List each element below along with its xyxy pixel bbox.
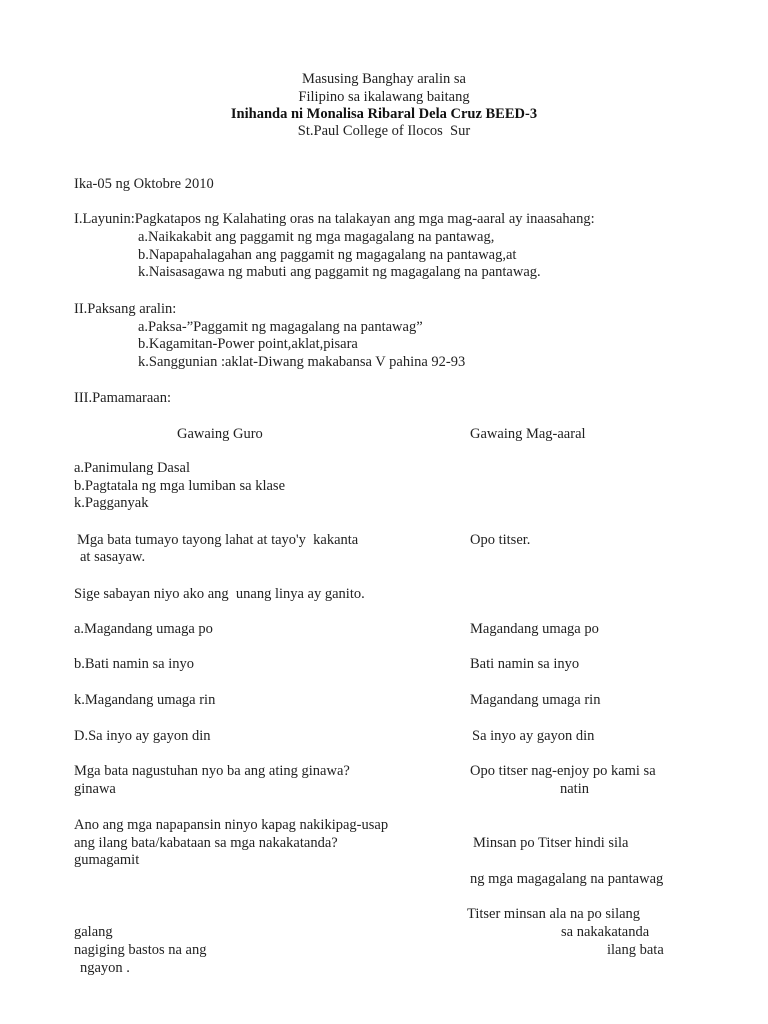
magaaral-line: Magandang umaga rin <box>470 692 601 708</box>
step: b.Pagtatala ng mga lumiban sa klase <box>74 478 286 494</box>
column-guro: Gawaing Guro <box>177 426 263 442</box>
magaaral-line: Opo titser nag-enjoy po kami sa <box>470 763 656 779</box>
layunin-heading: I.Layunin:Pagkatapos ng Kalahating oras na talakayan ang mga mag-aaral ay inaasahang: <box>74 211 595 227</box>
step: k.Pagganyak <box>74 495 149 511</box>
pamamaraan-heading: III.Pamamaraan: <box>74 390 172 406</box>
guro-line: k.Magandang umaga rin <box>74 692 216 708</box>
header-line-1: Masusing Banghay aralin sa <box>302 71 466 87</box>
magaaral-line: Bati namin sa inyo <box>470 656 580 672</box>
guro-line: nagiging bastos na ang <box>74 942 207 958</box>
date: Ika-05 ng Oktobre 2010 <box>74 176 214 192</box>
column-magaaral: Gawaing Mag-aaral <box>470 426 586 442</box>
guro-line: ang ilang bata/kabataan sa mga nakakatanda? <box>74 835 338 851</box>
guro-line: a.Magandang umaga po <box>74 621 213 637</box>
guro-line: at sasayaw. <box>80 549 146 565</box>
magaaral-line: sa nakakatanda <box>561 924 650 940</box>
guro-line: ngayon . <box>80 960 130 976</box>
guro-line: Mga bata nagustuhan nyo ba ang ating ginawa? <box>74 763 350 779</box>
header-line-2: Filipino sa ikalawang baitang <box>298 89 470 105</box>
guro-line: galang <box>74 924 113 940</box>
guro-line: Ano ang mga napapansin ninyo kapag nakikipag-usap <box>74 817 389 833</box>
guro-line: ginawa <box>74 781 116 797</box>
guro-line: b.Bati namin sa inyo <box>74 656 195 672</box>
magaaral-line: Minsan po Titser hindi sila <box>473 835 629 851</box>
guro-line: gumagamit <box>74 852 140 868</box>
magaaral-line: ilang bata <box>607 942 664 958</box>
guro-line: Mga bata tumayo tayong lahat at tayo'y kakanta <box>77 532 359 548</box>
magaaral-line: ng mga magagalang na pantawag <box>470 871 664 887</box>
paksa-item: k.Sanggunian :aklat-Diwang makabansa V pahina 92-93 <box>138 354 466 370</box>
magaaral-line: Titser minsan ala na po silang <box>467 906 641 922</box>
magaaral-line: Magandang umaga po <box>470 621 599 637</box>
guro-line: Sige sabayan niyo ako ang unang linya ay ganito. <box>74 586 365 602</box>
paksa-item: a.Paksa-”Paggamit ng magagalang na pantawag” <box>138 319 423 335</box>
layunin-item: a.Naikakabit ang paggamit ng mga magagalang na pantawag, <box>138 229 495 245</box>
layunin-item: b.Napapahalagahan ang paggamit ng magagalang na pantawag,at <box>138 247 517 263</box>
header-author: Inihanda ni Monalisa Ribaral Dela Cruz BEED-3 <box>230 106 538 122</box>
guro-line: D.Sa inyo ay gayon din <box>74 728 211 744</box>
magaaral-line: natin <box>560 781 589 797</box>
magaaral-line: Opo titser. <box>470 532 531 548</box>
header-school: St.Paul College of Ilocos Sur <box>297 123 471 139</box>
magaaral-line: Sa inyo ay gayon din <box>472 728 595 744</box>
layunin-item: k.Naisasagawa ng mabuti ang paggamit ng magagalang na pantawag. <box>138 264 541 280</box>
paksa-item: b.Kagamitan-Power point,aklat,pisara <box>138 336 358 352</box>
paksa-heading: II.Paksang aralin: <box>74 301 177 317</box>
step: a.Panimulang Dasal <box>74 460 190 476</box>
